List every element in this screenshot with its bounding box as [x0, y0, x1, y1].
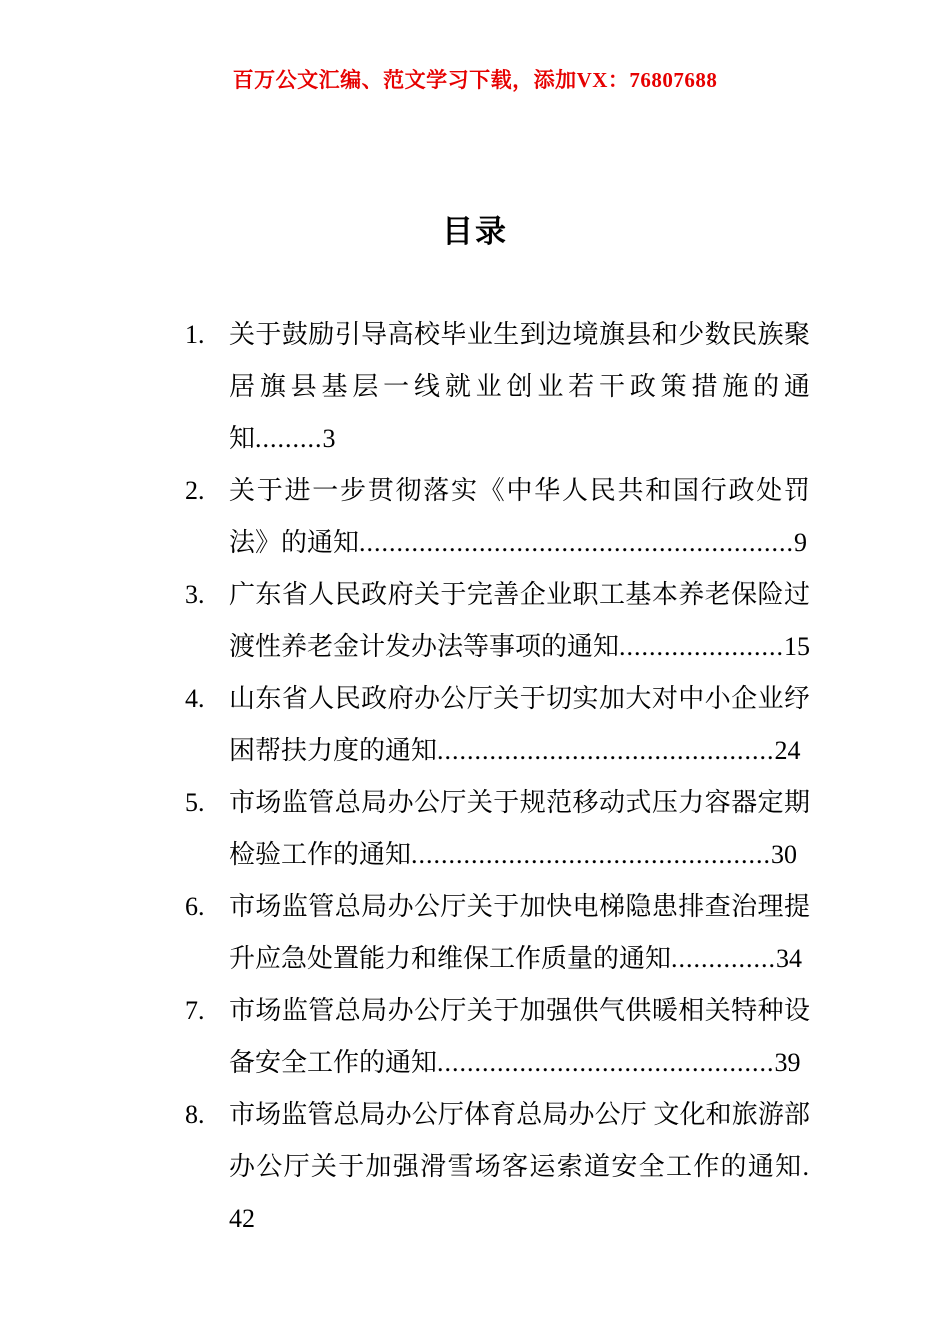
toc-entry: [185, 1089, 810, 1245]
entry-page-number: 15: [784, 632, 811, 661]
toc-entry: [185, 673, 810, 777]
entry-title: 市场监管总局办公厅关于加快电梯隐患排查治理提升应急处置能力和维保工作质量的通知: [229, 892, 810, 973]
entry-leader: ................................................: [411, 840, 772, 869]
entry-number: 4.: [185, 684, 205, 713]
entry-body: [229, 465, 810, 569]
entry-leader: ......................: [619, 632, 785, 661]
entry-number: 7.: [185, 996, 205, 1025]
page-title: 目录: [442, 214, 508, 249]
entry-number: 1.: [185, 320, 205, 349]
entry-body: [229, 881, 810, 985]
entry-number: 5.: [185, 788, 205, 817]
entry-title: 广东省人民政府关于完善企业职工基本养老保险过渡性养老金计发办法等事项的通知: [229, 580, 810, 661]
entry-number: 2.: [185, 476, 205, 505]
entry-page-number: 34: [776, 944, 803, 973]
entry-title: 山东省人民政府办公厅关于切实加大对中小企业纾困帮扶力度的通知: [229, 684, 810, 765]
entry-number: 3.: [185, 580, 205, 609]
entry-title: 关于进一步贯彻落实《中华人民共和国行政处罚法》的通知: [229, 476, 810, 557]
entry-page-number: 24: [774, 736, 801, 765]
header-notice: 百万公文汇编、范文学习下载，添加VX：76807688: [232, 68, 718, 92]
entry-number: 8.: [185, 1100, 205, 1129]
entry-title: 关于鼓励引导高校毕业生到边境旗县和少数民族聚居旗县基层一线就业创业若干政策措施的通知: [229, 320, 810, 453]
entry-page-number: 42: [229, 1204, 255, 1233]
toc-entry: [185, 777, 810, 881]
entry-title: 市场监管总局办公厅体育总局办公厅 文化和旅游部办公厅关于加强滑雪场客运索道安全工作的通知: [229, 1100, 810, 1181]
entry-page-number: 30: [771, 840, 798, 869]
entry-body: [229, 985, 810, 1089]
toc-list: [185, 309, 810, 1245]
entry-leader: .........: [255, 424, 323, 453]
entry-body: [229, 1089, 810, 1245]
toc-entry: [185, 985, 810, 1089]
toc-entry: [185, 465, 810, 569]
toc-entry: [185, 309, 810, 465]
entry-leader: ..............: [671, 944, 777, 973]
entry-body: [229, 569, 810, 673]
entry-leader: .: [802, 1152, 810, 1181]
entry-page-number: 9: [794, 528, 808, 557]
entry-leader: ..........................................................: [359, 528, 795, 557]
entry-body: [229, 777, 810, 881]
toc-entry: [185, 881, 810, 985]
entry-page-number: 39: [774, 1048, 801, 1077]
entry-page-number: 3: [322, 424, 336, 453]
entry-body: [229, 309, 810, 465]
entry-title: 市场监管总局办公厅关于规范移动式压力容器定期检验工作的通知: [229, 788, 810, 869]
entry-title: 市场监管总局办公厅关于加强供气供暖相关特种设备安全工作的通知: [229, 996, 810, 1077]
toc-entry: [185, 569, 810, 673]
entry-leader: .............................................: [437, 1048, 775, 1077]
entry-leader: .............................................: [437, 736, 775, 765]
entry-number: 6.: [185, 892, 205, 921]
entry-body: [229, 673, 810, 777]
